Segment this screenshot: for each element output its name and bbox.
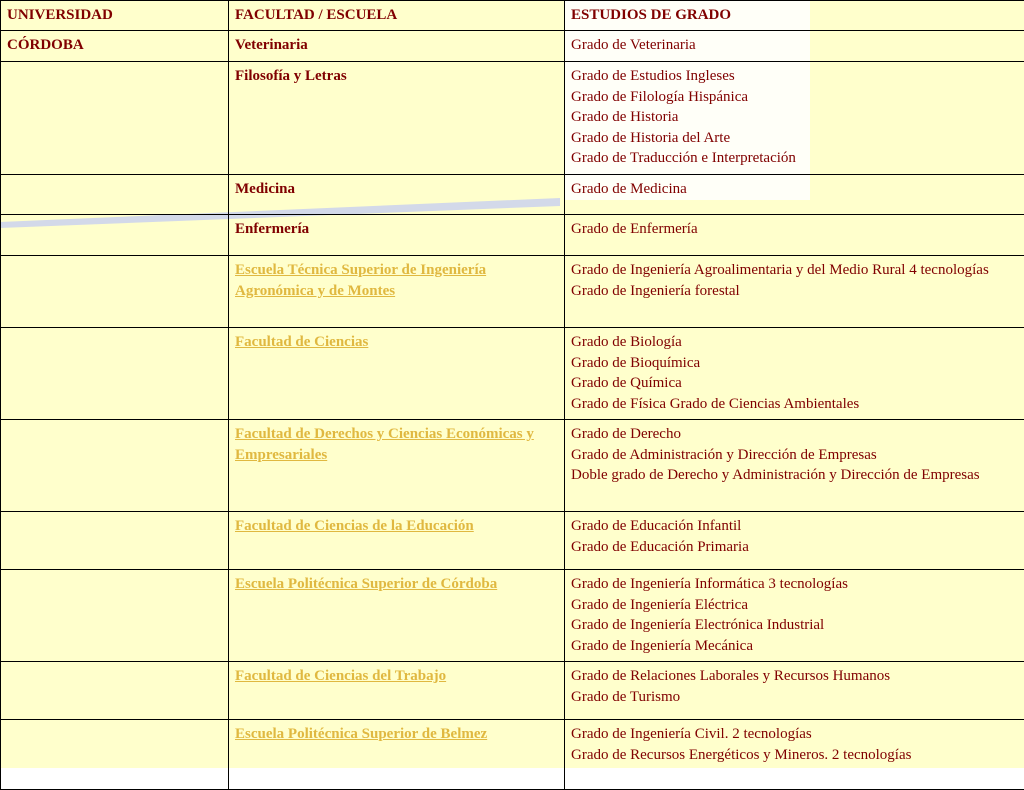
table-row: [1, 31, 1024, 62]
degrees-cell: [565, 256, 1024, 328]
university-cell: [1, 328, 229, 420]
degree-item: Grado de Relaciones Laborales y Recursos Humanos: [571, 666, 1018, 687]
university-cell: [1, 175, 229, 215]
faculty-name: Filosofía y Letras: [229, 62, 565, 175]
faculty-link[interactable]: Escuela Técnica Superior de Ingeniería Agronómica y de Montes: [235, 262, 486, 299]
header-faculty: FACULTAD / ESCUELA: [229, 1, 565, 31]
faculty-cell: [229, 512, 565, 570]
degree-item: Grado de Ingeniería Civil. 2 tecnologías: [571, 724, 1018, 745]
degrees-cell: [565, 31, 1024, 62]
degree-item: Grado de Ingeniería Mecánica: [571, 636, 1018, 657]
faculty-link[interactable]: Facultad de Ciencias del Trabajo: [235, 668, 446, 684]
table-row: [1, 420, 1024, 512]
degree-item: Grado de Ingeniería forestal: [571, 281, 1018, 302]
university-cell: [1, 720, 229, 790]
university-cell: [1, 256, 229, 328]
degree-item: Grado de Educación Primaria: [571, 537, 1018, 558]
degrees-cell: [565, 420, 1024, 512]
degree-item: Grado de Turismo: [571, 687, 1018, 708]
degree-item: Grado de Educación Infantil: [571, 516, 1018, 537]
faculty-cell: [229, 662, 565, 720]
degree-item: Grado de Derecho: [571, 424, 1018, 445]
table-row: [1, 215, 1024, 256]
table-row: [1, 512, 1024, 570]
university-cell: [1, 420, 229, 512]
faculty-link[interactable]: Facultad de Derechos y Ciencias Económicas y Empresariales: [235, 426, 534, 463]
faculty-cell: [229, 570, 565, 662]
degrees-cell: [565, 328, 1024, 420]
table-row: [1, 175, 1024, 215]
degree-item: Grado de Física Grado de Ciencias Ambientales: [571, 394, 1018, 415]
degree-item: Grado de Ingeniería Eléctrica: [571, 595, 1018, 616]
table-row: [1, 662, 1024, 720]
degrees-cell: [565, 215, 1024, 256]
degrees-cell: [565, 512, 1024, 570]
degree-item: Grado de Ingeniería Electrónica Industrial: [571, 615, 1018, 636]
degree-item: Grado de Recursos Energéticos y Mineros. 2 tecnologías: [571, 745, 1018, 766]
degree-item: Grado de Ingeniería Agroalimentaria y del Medio Rural 4 tecnologías: [571, 260, 1018, 281]
degree-item: Grado de Ingeniería Informática 3 tecnologías: [571, 574, 1018, 595]
degrees-cell: [565, 570, 1024, 662]
table-row: [1, 256, 1024, 328]
faculty-link[interactable]: Facultad de Ciencias: [235, 334, 368, 350]
table-row: [1, 570, 1024, 662]
degree-item: Grado de Biología: [571, 332, 1018, 353]
header-university: UNIVERSIDAD: [1, 1, 229, 31]
faculty-name: Veterinaria: [229, 31, 565, 62]
degree-item: Grado de Veterinaria: [571, 35, 1018, 56]
degree-item: Grado de Enfermería: [571, 219, 1018, 240]
degree-item: Grado de Química: [571, 373, 1018, 394]
faculty-link[interactable]: Escuela Politécnica Superior de Belmez: [235, 726, 487, 742]
header-degrees: ESTUDIOS DE GRADO: [565, 1, 1024, 31]
degree-item: Grado de Traducción e Interpretación: [571, 148, 1018, 169]
degree-item: Grado de Estudios Ingleses: [571, 66, 1018, 87]
university-cell: CÓRDOBA: [1, 31, 229, 62]
faculty-cell: [229, 328, 565, 420]
faculty-link[interactable]: Escuela Politécnica Superior de Córdoba: [235, 576, 497, 592]
university-cell: [1, 570, 229, 662]
degree-item: Grado de Filología Hispánica: [571, 87, 1018, 108]
table-row: [1, 328, 1024, 420]
degrees-cell: [565, 62, 1024, 175]
degree-item: Grado de Medicina: [571, 179, 1018, 200]
university-cell: [1, 215, 229, 256]
degree-item: Grado de Historia: [571, 107, 1018, 128]
university-cell: [1, 662, 229, 720]
table-row: [1, 62, 1024, 175]
degree-item: Grado de Historia del Arte: [571, 128, 1018, 149]
table-row: [1, 720, 1024, 790]
degrees-cell: [565, 720, 1024, 790]
degree-item: Doble grado de Derecho y Administración y Dirección de Empresas: [571, 465, 1018, 486]
faculty-link[interactable]: Facultad de Ciencias de la Educación: [235, 518, 474, 534]
faculty-name: Enfermería: [229, 215, 565, 256]
university-cell: [1, 512, 229, 570]
degree-item: Grado de Bioquímica: [571, 353, 1018, 374]
degrees-cell: [565, 175, 1024, 215]
degree-item: Grado de Administración y Dirección de Empresas: [571, 445, 1018, 466]
faculty-cell: [229, 256, 565, 328]
faculty-cell: [229, 720, 565, 790]
header-row: [1, 1, 1024, 31]
university-cell: [1, 62, 229, 175]
faculty-cell: [229, 420, 565, 512]
faculty-name: Medicina: [229, 175, 565, 215]
degrees-cell: [565, 662, 1024, 720]
